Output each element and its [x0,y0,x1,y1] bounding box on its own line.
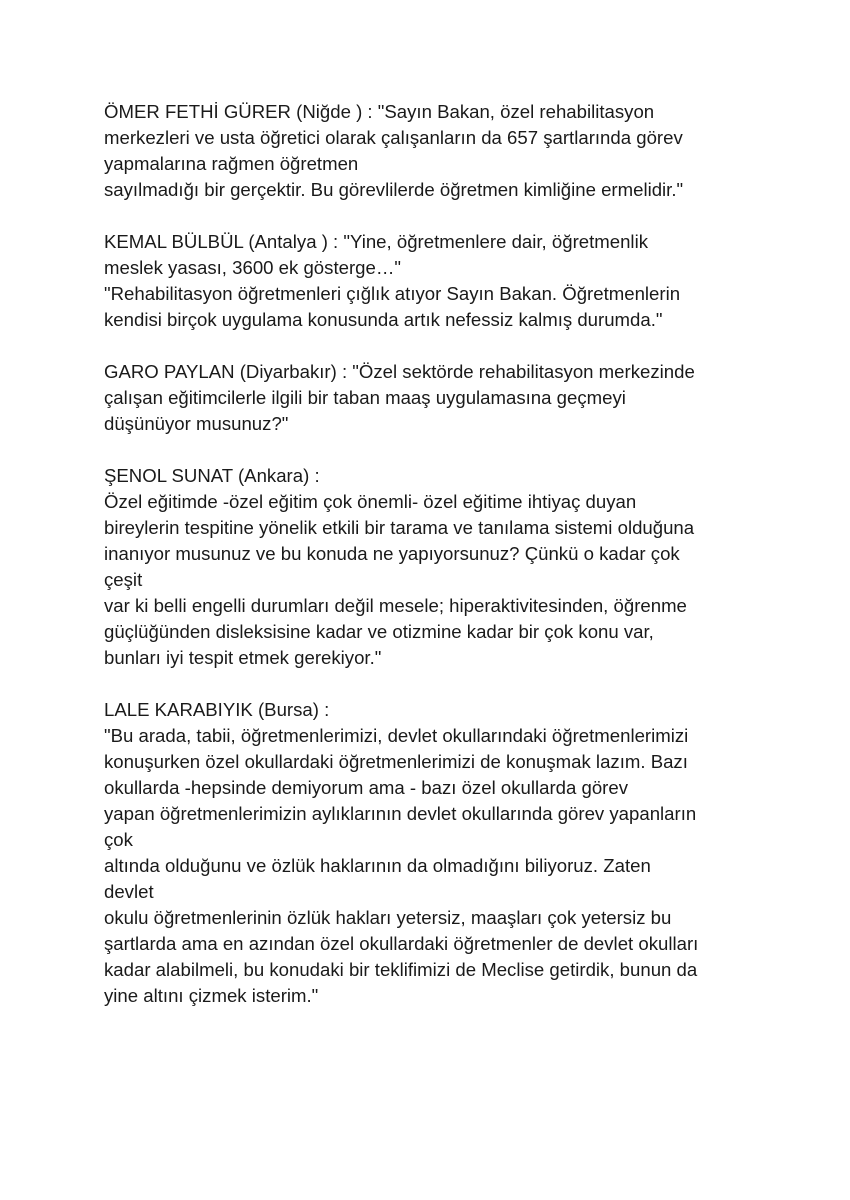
text-line: çalışan eğitimcilerle ilgili bir taban maaş uygulamasına geçmeyi [104,387,626,408]
text-line: sayılmadığı bir gerçektir. Bu görevlilerde öğretmen kimliğine ermelidir." [104,179,684,200]
text-line: KEMAL BÜLBÜL (Antalya ) : "Yine, öğretmenlere dair, öğretmenlik [104,231,648,252]
text-line: çeşit [104,569,143,590]
statement-senol-sunat [104,463,754,671]
text-line: meslek yasası, 3600 ek gösterge…" [104,257,402,278]
text-line: "Rehabilitasyon öğretmenleri çığlık atıyor Sayın Bakan. Öğretmenlerin [104,283,681,304]
text-line: var ki belli engelli durumları değil mesele; hiperaktivitesinden, öğrenme [104,595,687,616]
text-line: kadar alabilmeli, bu konudaki bir teklifimizi de Meclise getirdik, bunun da [104,959,698,980]
text-line: yapan öğretmenlerimizin aylıklarının devlet okullarında görev yapanların [104,803,697,824]
text-line: okulu öğretmenlerinin özlük hakları yetersiz, maaşları çok yetersiz bu [104,907,672,928]
text-line: okullarda -hepsinde demiyorum ama - bazı özel okullarda görev [104,777,628,798]
statement-omer-fethi-gurer [104,99,754,203]
text-line: inanıyor musunuz ve bu konuda ne yapıyorsunuz? Çünkü o kadar çok [104,543,680,564]
text-line: LALE KARABIYIK (Bursa) : [104,699,330,720]
text-line: GARO PAYLAN (Diyarbakır) : "Özel sektörde rehabilitasyon merkezinde [104,361,695,382]
text-line: ŞENOL SUNAT (Ankara) : [104,465,320,486]
text-line: güçlüğünden disleksisine kadar ve otizmine kadar bir çok konu var, [104,621,654,642]
statement-garo-paylan [104,359,754,437]
text-line: ÖMER FETHİ GÜRER (Niğde ) : "Sayın Bakan, özel rehabilitasyon [104,101,655,122]
text-line: "Bu arada, tabii, öğretmenlerimizi, devlet okullarındaki öğretmenlerimizi [104,725,689,746]
text-line: devlet [104,881,154,902]
text-line: merkezleri ve usta öğretici olarak çalışanların da 657 şartlarında görev [104,127,683,148]
text-line: çok [104,829,133,850]
text-line: şartlarda ama en azından özel okullardaki öğretmenler de devlet okulları [104,933,699,954]
text-line: bunları iyi tespit etmek gerekiyor." [104,647,382,668]
text-line: konuşurken özel okullardaki öğretmenlerimizi de konuşmak lazım. Bazı [104,751,688,772]
text-line: yapmalarına rağmen öğretmen [104,153,359,174]
text-line: düşünüyor musunuz?" [104,413,289,434]
text-line: altında olduğunu ve özlük haklarının da olmadığını biliyoruz. Zaten [104,855,651,876]
text-line: bireylerin tespitine yönelik etkili bir tarama ve tanılama sistemi olduğuna [104,517,695,538]
text-line: kendisi birçok uygulama konusunda artık nefessiz kalmış durumda." [104,309,663,330]
text-line: yine altını çizmek isterim." [104,985,319,1006]
document-page [104,99,754,1035]
statement-lale-karabiyik [104,697,754,1009]
text-line: Özel eğitimde -özel eğitim çok önemli- özel eğitime ihtiyaç duyan [104,491,637,512]
statement-kemal-bulbul [104,229,754,333]
